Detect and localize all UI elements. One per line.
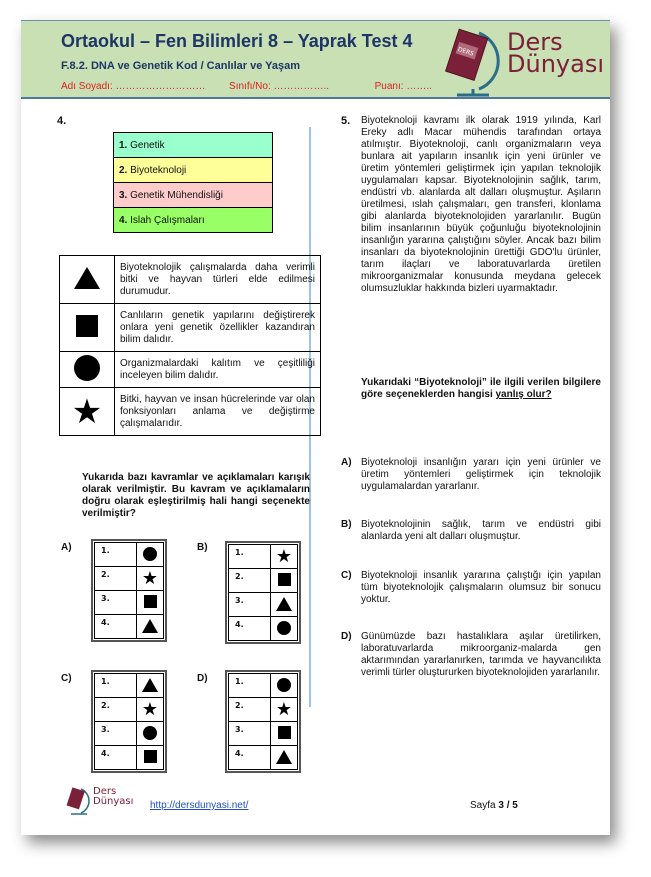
star-icon: ★: [141, 567, 159, 589]
score-field[interactable]: Puanı: ……..: [374, 81, 432, 92]
square-icon: [76, 315, 98, 337]
logo-text-line2: Dünyası: [507, 50, 604, 78]
footer-logo: [63, 786, 143, 814]
star-icon: ★: [71, 392, 103, 431]
question-4-prompt: Yukarıda bazı kavramlar ve açıklamaları karışık olarak verilmiştir. Bu kavram ve açıklamaların doğru olarak eşleştirilmiş hali hangi seçenekte verilmiştir?: [82, 472, 310, 519]
square-icon: [144, 595, 157, 608]
triangle-icon: [142, 619, 158, 633]
description-row: Canlıların genetik yapılarını değiştirerek onlara yeni genetik özellikler kazandıran bilim dalıdır.: [60, 304, 321, 352]
concept-row: 3. Genetik Mühendisliği: [114, 183, 273, 208]
option-b-table[interactable]: 1. ★ 2. 3. 4.: [225, 541, 301, 644]
question-5-number: 5.: [341, 115, 351, 127]
globe-book-icon: [63, 786, 93, 816]
star-icon: ★: [275, 545, 293, 567]
description-row: Organizmalardaki kalıtım ve çeşitliliği inceleyen bilim dalıdır.: [60, 352, 321, 388]
name-field[interactable]: Adı Soyadı: ………………………: [61, 81, 206, 92]
concept-table: [113, 132, 273, 233]
worksheet-page: [21, 20, 610, 835]
question-4-number: 4.: [57, 115, 67, 127]
globe-book-icon: [439, 25, 505, 97]
footer-logo-line2: Dünyası: [93, 796, 134, 807]
website-link[interactable]: http://dersdunyasi.net/: [150, 800, 249, 811]
circle-icon: [74, 355, 100, 381]
page-number: Sayfa 3 / 5: [470, 800, 518, 811]
square-icon: [278, 726, 291, 739]
circle-icon: [277, 621, 291, 635]
option-a-table[interactable]: 1. 2. ★ 3. 4.: [91, 539, 167, 642]
star-icon: ★: [275, 698, 293, 720]
q5-option-d[interactable]: D) Günümüzde bazı hastalıklara aşılar üretilirken, laboratuvarlarda mikroorganiz-malarda gen aktarımından yararlanırken, tarımda ve hayvancılıkta verimli türler oluştururken biyoteknolojiden yararlanılır.: [341, 631, 601, 678]
question-5-passage: Biyoteknoloji kavramı ilk olarak 1919 yılında, Karl Ereky adlı Macar mühendis tarafından ortaya atılmıştır. Biyoteknoloji, canlı organizmaların veya bunlara ait yapıların insanlık için yeni ürünler ve üretim yöntemleri geliştirmek için yapılan teknolojik uygulamaları kapsar. Biyoteknolojinin sağlık, tarım, endüstri vb. alanlarda alt dalları oluşmuştur. Aşıların üretilmesi, ıslah çalışmaları, gen transferi, klonlama gibi alanlarda biyoteknolojiden yararlanılır. Bugün bilim insanlarının büyük çoğunluğu biyoteknolojinin insanlığın yararına çalıştığını söyler. Ancak bazı bilim insanları da biyoteknolojinin ürettiği GDO'lu ürünler, tarım ilaçları ve laboratuvarlarda üretilen mikroorganizmalar konusunda meydana gelecek olumsuzluklar hakkında bizleri uyarmaktadır.: [361, 115, 601, 294]
header-band: [21, 20, 610, 99]
q5-option-a[interactable]: A) Biyoteknoloji insanlığın yararı için yeni ürünler ve üretim yöntemleri geliştirmek için teknolojik uygulamalardan yararlanır.: [341, 457, 601, 492]
square-icon: [144, 750, 157, 763]
star-icon: ★: [141, 698, 159, 720]
student-fields: [61, 81, 432, 92]
description-row: ★ Bitki, hayvan ve insan hücrelerinde var olan fonksiyonları anlama ve değiştirme çalışmalarıdır.: [60, 388, 321, 436]
concept-row: 2. Biyoteknoloji: [114, 158, 273, 183]
question-5-prompt: Yukarıdaki “Biyoteknoloji” ile ilgili verilen bilgilere göre seçeneklerden hangisi yanlış olur?: [361, 377, 601, 400]
option-a-label[interactable]: A): [61, 542, 72, 553]
circle-icon: [143, 726, 157, 740]
option-c-table[interactable]: 1. 2. ★ 3. 4.: [91, 670, 167, 773]
option-d-label[interactable]: D): [197, 673, 208, 684]
q5-option-c[interactable]: C) Biyoteknoloji insanlık yararına çalıştığı için yapılan tüm biyoteknolojik çalışmaların olumsuz bir sonucu yoktur.: [341, 570, 601, 605]
circle-icon: [143, 547, 157, 561]
circle-icon: [277, 678, 291, 692]
option-c-label[interactable]: C): [61, 673, 72, 684]
option-d-table[interactable]: 1. 2. ★ 3. 4.: [225, 670, 301, 773]
description-row: Biyoteknolojik çalışmalarda daha verimli bitki ve hayvan türleri elde edilmesi durumudur.: [60, 256, 321, 304]
triangle-icon: [74, 267, 100, 289]
q5-option-b[interactable]: B) Biyoteknolojinin sağlık, tarım ve endüstri gibi alanlarda yeni alt dalları oluşmuştur.: [341, 519, 601, 542]
triangle-icon: [142, 678, 158, 692]
page-subtitle: F.8.2. DNA ve Genetik Kod / Canlılar ve Yaşam: [61, 60, 301, 72]
square-icon: [278, 573, 291, 586]
triangle-icon: [276, 750, 292, 764]
ders-dunyasi-logo: [439, 25, 604, 97]
logo-text-line1: Ders: [507, 28, 563, 56]
concept-row: 1. Genetik: [114, 133, 273, 158]
option-b-label[interactable]: B): [197, 542, 208, 553]
underlined-keyword: yanlış olur?: [495, 389, 552, 400]
triangle-icon: [276, 597, 292, 611]
class-field[interactable]: Sınıfı/No: ……………..: [229, 81, 330, 92]
footer-logo-line1: Ders: [93, 786, 117, 797]
concept-row: 4. Islah Çalışmaları: [114, 208, 273, 233]
description-table: [59, 255, 321, 436]
page-title: Ortaokul – Fen Bilimleri 8 – Yaprak Test 4: [61, 31, 413, 51]
svg-text:DERS: DERS: [456, 45, 475, 58]
